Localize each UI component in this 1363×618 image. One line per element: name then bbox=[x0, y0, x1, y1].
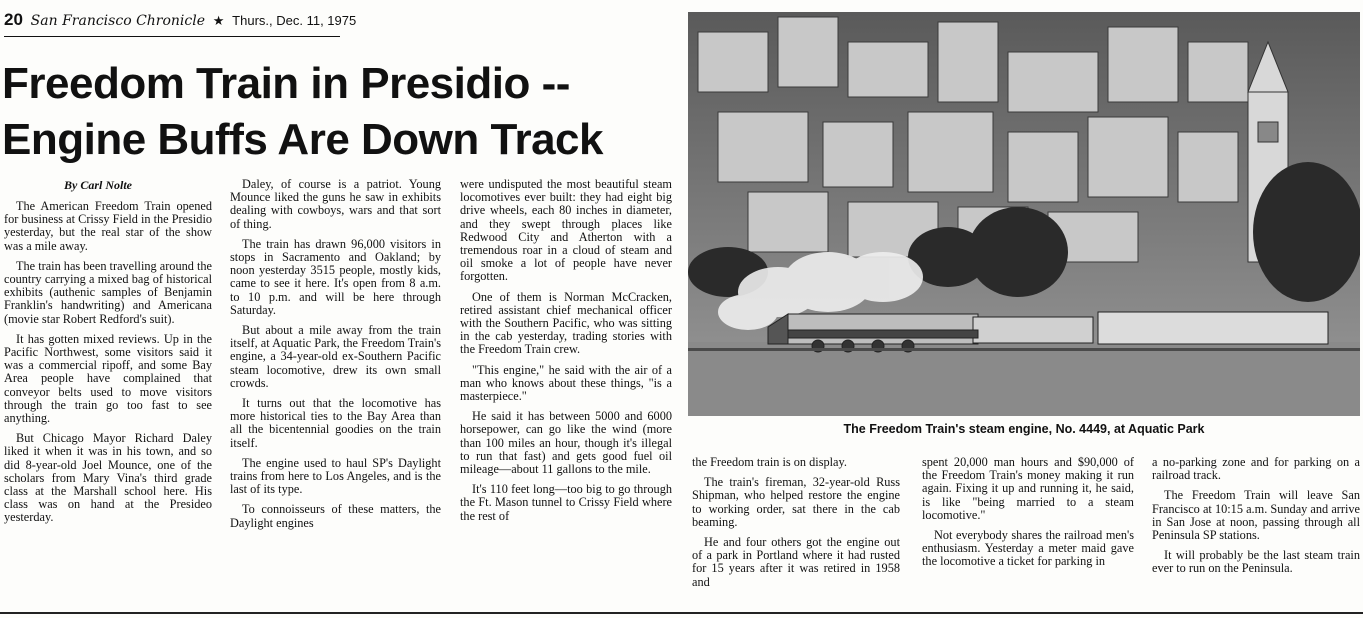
paragraph: It has gotten mixed reviews. Up in the Pacific Northwest, some visitors said it was a commercial ripoff, and some Bay Area people have complained that conveyor belts used to move visitors through the train go too fast to see anything. bbox=[4, 331, 212, 426]
paragraph: He said it has between 5000 and 6000 horsepower, can go like the wind (more than 100 miles an hour, though it's illegal to run that fast) and gets good fuel oil mileage—about 11 gallons to the mile. bbox=[460, 409, 672, 477]
article-column-2 bbox=[230, 178, 441, 606]
star-icon: ★ bbox=[212, 13, 225, 28]
paragraph: One of them is Norman McCracken, retired assistant chief mechanical officer with the Southern Pacific, who was sitting in the cab yesterday, trading stories with the Freedom Train crew. bbox=[460, 289, 672, 357]
paragraph: It will probably be the last steam train ever to run on the Peninsula. bbox=[1152, 548, 1360, 576]
article-column-6 bbox=[1152, 456, 1360, 606]
locomotive-photo bbox=[688, 12, 1360, 416]
bottom-rule bbox=[0, 612, 1363, 614]
article-column-4 bbox=[692, 456, 900, 606]
issue-date: Thurs., Dec. 11, 1975 bbox=[232, 13, 357, 28]
photo-caption: The Freedom Train's steam engine, No. 4449, at Aquatic Park bbox=[843, 422, 1205, 436]
headline-line-1: Freedom Train in Presidio -- bbox=[2, 59, 570, 108]
photo-illustration bbox=[688, 12, 1360, 416]
paragraph: But about a mile away from the train itself, at Aquatic Park, the Freedom Train's engine, a 34-year-old ex-Southern Pacific steam locomotive, drew its own small crowds. bbox=[230, 323, 441, 390]
paragraph: He and four others got the engine out of a park in Portland where it had rusted for 15 years after it was retired in 1958 and bbox=[692, 535, 900, 589]
paragraph: "This engine," he said with the air of a man who knows about these things, "is a masterpiece." bbox=[460, 362, 672, 404]
paragraph: The Freedom Train will leave San Francisco at 10:15 a.m. Sunday and arrive in San Jose at noon, passing through all Peninsula SP stations. bbox=[1152, 488, 1360, 543]
paragraph: But Chicago Mayor Richard Daley liked it when it was in his town, and so did 8-year-old Joel Mounce, one of the scholars from Mary Vina's third grade class at the Marshall school here. His class was on hand at the Presideo yesterday. bbox=[4, 431, 212, 525]
paragraph: To connoisseurs of these matters, the Daylight engines bbox=[230, 502, 441, 530]
article-column-5 bbox=[922, 456, 1134, 606]
paragraph: The engine used to haul SP's Daylight trains from here to Los Angeles, and is the last of its type. bbox=[230, 455, 441, 497]
paragraph: The American Freedom Train opened for business at Crissy Field in the Presidio yesterday, but the real star of the show was a mile away. bbox=[4, 200, 212, 253]
article-column-3 bbox=[460, 178, 672, 606]
headline-line-2: Engine Buffs Are Down Track bbox=[2, 115, 603, 164]
paragraph: spent 20,000 man hours and $90,000 of the Freedom Train's money making it run again. Fixing it up and running it, he said, is like "being married to a steam locomotive." bbox=[922, 456, 1134, 522]
paragraph: The train has been travelling around the country carrying a mixed bag of historical exhibits (authenic samples of Benjamin Franklin's handwriting) and Americana (movie star Robert Redford's suit). bbox=[4, 258, 212, 326]
paragraph: It's 110 feet long—too big to go through the Ft. Mason tunnel to Crissy Field where the rest of bbox=[460, 482, 672, 523]
newspaper-name: San Francisco Chronicle bbox=[30, 13, 206, 29]
paragraph: Not everybody shares the railroad men's enthusiasm. Yesterday a meter maid gave the locomotive a ticket for parking in bbox=[922, 528, 1134, 569]
paragraph: Daley, of course is a patriot. Young Mounce liked the guns he saw in exhibits dealing with cowboys, wars and that sort of thing. bbox=[230, 178, 441, 231]
paragraph: The train's fireman, 32-year-old Russ Shipman, who helped restore the engine to working order, sat there in the cab beaming. bbox=[692, 475, 900, 529]
headline bbox=[2, 56, 682, 168]
article-column-1 bbox=[4, 200, 212, 608]
paragraph: were undisputed the most beautiful steam locomotives ever built: they had eight big drive wheels, each 80 inches in diameter, and they swept through places like Redwood City and Atherton with a tremendous roar in a cloud of steam and oil smoke a lot of people have never forgotten. bbox=[460, 178, 672, 284]
paragraph: the Freedom train is on display. bbox=[692, 456, 847, 469]
paragraph: It turns out that the locomotive has more historical ties to the Bay Area than all the bicentennial goodies on the train itself. bbox=[230, 396, 441, 450]
paragraph: The train has drawn 96,000 visitors in stops in Sacramento and Oakland; by noon yesterday 3515 people, mostly kids, came to see it here. It's open from 8 a.m. to 10 p.m. and will be here through Saturday. bbox=[230, 236, 441, 317]
paragraph: a no-parking zone and for parking on a railroad track. bbox=[1152, 456, 1360, 483]
page-number: 20 bbox=[4, 10, 23, 29]
masthead bbox=[4, 10, 357, 37]
byline: By Carl Nolte bbox=[64, 178, 132, 192]
